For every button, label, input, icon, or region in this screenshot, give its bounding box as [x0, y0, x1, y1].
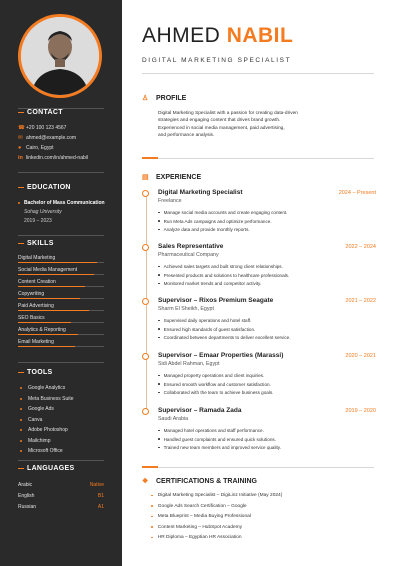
tool-item: Canva — [18, 417, 42, 423]
tool-item: Google Analytics — [18, 385, 65, 391]
language-name: Arabic — [18, 482, 33, 488]
contact-location: ● Cairo, Egypt — [18, 145, 54, 151]
job-bullet: Ensured smooth workflow and customer satisfaction. — [164, 382, 271, 387]
skill-name: Content Creation — [18, 279, 56, 285]
skill-bar-fill — [18, 334, 78, 336]
certifications-heading: ❖ CERTIFICATIONS & TRAINING — [142, 477, 257, 485]
skill-name: Social Media Management — [18, 267, 78, 273]
education-heading: EDUCATION — [18, 184, 71, 191]
full-name — [142, 24, 293, 48]
job-bullet: Coordinated between departments to deliver excellent service. — [164, 335, 291, 340]
skill-bar — [18, 346, 104, 348]
skill-name: Analytics & Reporting — [18, 327, 66, 333]
language-item — [18, 504, 104, 510]
contact-linkedin[interactable]: in linkedin.com/in/ahmed-nabil — [18, 155, 88, 161]
job-company: Saudi Arabia — [158, 416, 189, 422]
job-title: Supervisor – Rixos Premium Seagate — [158, 297, 274, 304]
section-divider — [142, 467, 374, 468]
profile-photo-ring — [18, 14, 102, 98]
job-bullet: Managed property operations and client inquiries. — [164, 373, 264, 378]
skill-item — [18, 291, 104, 297]
divider — [18, 362, 104, 363]
language-level: A1 — [97, 504, 104, 510]
job-bullet: Manage social media accounts and create engaging content. — [164, 210, 287, 215]
timeline-dot — [142, 353, 149, 360]
skill-bar-fill — [18, 286, 85, 288]
job-title: Supervisor – Ramada Zada — [158, 407, 242, 414]
phone-icon: ☎ — [18, 125, 25, 131]
job-dates: 2022 – 2024 — [345, 243, 376, 250]
job-title: Digital Marketing Specialist — [158, 189, 243, 196]
skill-name: Copywriting — [18, 291, 45, 297]
section-divider — [142, 158, 374, 159]
skill-item — [18, 303, 104, 309]
skill-bar — [18, 310, 104, 312]
experience-heading: ▤ EXPERIENCE — [142, 173, 202, 181]
timeline-dot — [142, 190, 149, 197]
job-bullet: Monitored market trends and competitor activity. — [164, 281, 261, 286]
job-bullet: Supervised daily operations and hotel staff. — [164, 318, 251, 323]
certification-item: Content Marketing – HubSpot Academy — [158, 525, 242, 530]
language-level: B1 — [97, 493, 104, 499]
user-icon: ♙ — [142, 95, 149, 102]
profile-text — [158, 110, 368, 139]
tool-item: Microsoft Office — [18, 448, 63, 454]
skill-bar-fill — [18, 262, 97, 264]
job-bullet: Analyze data and provide monthly reports. — [164, 227, 250, 232]
job-bullet: Presented products and solutions to healthcare professionals. — [164, 273, 289, 278]
job-dates: 2024 – Present — [338, 189, 376, 196]
job-company: Sidi Abdel Rahman, Egypt — [158, 361, 220, 367]
contact-email[interactable]: ✉ ahmed@example.com — [18, 135, 77, 141]
tool-item: Adobe Photoshop — [18, 427, 68, 433]
timeline-line — [146, 196, 147, 414]
job-company: Sharm El Sheikh, Egypt — [158, 306, 214, 312]
skill-bar-fill — [18, 346, 75, 348]
job-bullet: Achieved sales targets and built strong client relationships. — [164, 264, 283, 269]
profile-heading: ♙ PROFILE — [142, 94, 187, 102]
job-dates: 2020 – 2021 — [345, 352, 376, 359]
job-role: DIGITAL MARKETING SPECIALIST — [142, 57, 292, 64]
skill-item — [18, 255, 104, 261]
skill-bar — [18, 286, 104, 288]
job-title: Sales Representative — [158, 243, 224, 250]
certificate-icon: ❖ — [142, 478, 149, 485]
skill-bar — [18, 298, 104, 300]
profile-line: Experienced in social media management, paid advertising, — [158, 125, 285, 131]
person-silhouette-icon — [21, 17, 99, 95]
linkedin-icon: in — [18, 155, 23, 161]
skill-bar — [18, 334, 104, 336]
language-name: English — [18, 493, 35, 499]
timeline-dot — [142, 298, 149, 305]
languages-heading: LANGUAGES — [18, 465, 74, 472]
skill-bar — [18, 274, 104, 276]
divider — [18, 460, 104, 461]
sidebar — [0, 0, 122, 566]
skill-bar — [18, 322, 104, 324]
main-content — [122, 0, 400, 566]
last-name: NABIL — [226, 24, 294, 47]
skill-name: SEO Basics — [18, 315, 45, 321]
job-company: Pharmaceutical Company — [158, 252, 219, 258]
certification-item: Digital Marketing Specialist – DigiLinz Initiative (May 2024) — [158, 493, 282, 498]
skill-name: Paid Advertising — [18, 303, 54, 309]
tool-item: Mailchimp — [18, 438, 51, 444]
language-item — [18, 482, 104, 488]
education-school: Sohag University — [24, 209, 62, 215]
job-dates: 2019 – 2020 — [345, 407, 376, 414]
location-icon: ● — [18, 145, 22, 151]
education-years: 2019 – 2023 — [24, 218, 52, 224]
header-divider — [142, 73, 374, 74]
job-dates: 2021 – 2022 — [345, 297, 376, 304]
job-bullet: Handled guest complaints and ensured quick solutions. — [164, 437, 276, 442]
divider — [18, 172, 104, 173]
certification-item: Meta Blueprint – Media Buying Professional — [158, 514, 251, 519]
skill-item — [18, 279, 104, 285]
divider — [18, 235, 104, 236]
skill-name: Email Marketing — [18, 339, 54, 345]
contact-heading: CONTACT — [18, 109, 63, 116]
job-bullet: Run Meta Ads campaigns and optimize performance. — [164, 219, 272, 224]
profile-line: and performance analysis. — [158, 132, 215, 138]
job-bullet: Ensured high standards of guest satisfaction. — [164, 327, 255, 332]
language-item — [18, 493, 104, 499]
certification-item: Google Ads Search Certification – Google — [158, 504, 247, 509]
skill-bar-fill — [18, 298, 80, 300]
tool-item: Meta Business Suite — [18, 396, 74, 402]
tool-item: Google Ads — [18, 406, 54, 412]
tools-heading: TOOLS — [18, 369, 52, 376]
skill-bar — [18, 262, 104, 264]
job-bullet: Collaborated with the team to achieve business goals. — [164, 390, 273, 395]
skills-heading: SKILLS — [18, 240, 54, 247]
first-name: AHMED — [142, 24, 221, 47]
skill-item — [18, 315, 104, 321]
timeline-dot — [142, 408, 149, 415]
job-company: Freelance — [158, 198, 182, 204]
job-bullet: Trained new team members and improved service quality. — [164, 445, 281, 450]
briefcase-icon: ▤ — [142, 174, 149, 181]
skill-bar-fill — [18, 310, 89, 312]
email-icon: ✉ — [18, 135, 23, 141]
language-name: Russian — [18, 504, 37, 510]
skill-bar-fill — [18, 322, 71, 324]
profile-line: strategies and engaging content that drives brand growth. — [158, 118, 281, 124]
contact-phone: ☎ +20 100 123 4567 — [18, 125, 67, 131]
skill-item — [18, 339, 104, 345]
job-title: Supervisor – Emaar Properties (Marassi) — [158, 352, 284, 359]
skill-item — [18, 327, 104, 333]
job-bullet: Managed hotel operations and staff performance. — [164, 428, 264, 433]
certification-item: HR Diploma – Egyptian HR Association — [158, 535, 242, 540]
skill-name: Digital Marketing — [18, 255, 56, 261]
language-level: Native — [89, 482, 104, 488]
profile-photo — [21, 17, 99, 95]
education-degree: Bachelor of Mass Communication — [18, 200, 105, 206]
skill-item — [18, 267, 104, 273]
timeline-dot — [142, 244, 149, 251]
profile-line: Digital Marketing Specialist with a passion for creating data-driven — [158, 111, 298, 116]
skill-bar-fill — [18, 274, 94, 276]
